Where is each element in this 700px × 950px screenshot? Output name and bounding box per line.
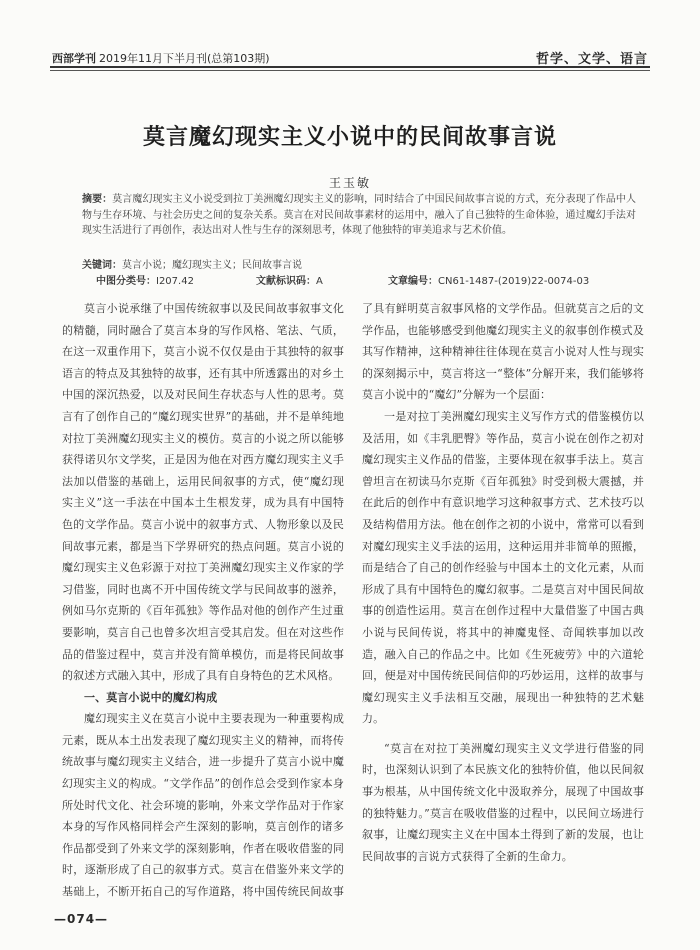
class-number-label: 中图分类号： <box>96 276 156 287</box>
body-column-right <box>362 298 644 867</box>
class-number <box>96 272 194 287</box>
section-heading: 一、莫言小说中的魔幻构成 <box>84 690 218 704</box>
doc-code <box>256 272 323 287</box>
abstract-text: 莫言魔幻现实主义小说受到拉丁美洲魔幻现实主义的影响，同时结合了中国民间故事言说的方式，充分表现了作品中人物与生存环境、与社会历史之间的复杂关系。莫言在对民间故事素材的运用中，融入了自己独特的生命体验，通过魔幻手法对现实生活进行了再创作，表达出对人性与生存的深刻思考，体现了他独特的审美追求与艺术价值。 <box>82 194 637 236</box>
doc-code-value: A <box>316 276 323 287</box>
abstract <box>82 192 636 239</box>
body-paragraph: 魔幻现实主义在莫言小说中主要表现为一种重要构成元素，既从本土出发表现了魔幻现实主义的精神，而将传统故事与魔幻现实主义结合，进一步提升了莫言小说中魔幻现实主义的构成。“文学作品”的创作总会受到作家本身所处时代文化、社会环境的影响，外来文学作品对于作家本身的写作风格同样会产生深刻的影响，莫言创作的诸多作品都受到了外来文学的深刻影响，作者在吸收借鉴的同时，逐渐形成了自己的叙事方式。莫言在借鉴外来文学的基础上，不断开拓自己的写作道路，将中国传统民间故事 <box>62 712 344 899</box>
running-header-left <box>52 50 270 66</box>
doc-code-label: 文献标识码： <box>256 276 316 287</box>
article-title: 莫言魔幻现实主义小说中的民间故事言说 <box>142 124 557 150</box>
header-rule <box>50 66 650 68</box>
article-number-value: CN61-1487-(2019)22-0074-03 <box>438 276 590 287</box>
abstract-label: 摘要： <box>82 194 113 205</box>
keywords-text: 莫言小说；魔幻现实主义；民间故事言说 <box>122 260 302 271</box>
page-number: —074— <box>54 912 109 926</box>
journal-name: 西部学刊 <box>52 52 96 65</box>
keywords <box>82 256 636 271</box>
body-paragraph: 莫言小说承继了中国传统叙事以及民间故事叙事文化的精髓，同时融合了莫言本身的写作风格、笔法、气质，在这一双重作用下，莫言小说不仅仅是由于其独特的叙事语言的特点及其独特的故事，还有其中所透露出的对乡土中国的深沉热爱，以及对民间生存状态与人性的思考。莫言有了创作自己的“魔幻现实世界”的基础，并不是单纯地对拉丁美洲魔幻现实主义的模仿。莫言的小说之所以能够获得诺贝尔文学奖，正是因为他在对西方魔幻现实主义手法加以借鉴的基础上，运用民间叙事的方式，使“魔幻现实主义”这一手法在中国本土生根发芽，成为具有中国特色的文学作品。莫言小说中的叙事方式、人物形象以及民间故事元素，都是当下学界研究的热点问题。莫言小说的魔幻现实主义色彩源于对拉丁美洲魔幻现实主义作家的学习借鉴，同时也离不开中国传统文学与民间故事的滋养，例如马尔克斯的《百年孤独》等作品对他的创作产生过重要影响，莫言自己也曾多次坦言受其启发。但在对这些作品的借鉴过程中，莫言并没有简单模仿，而是将民间故事的叙述方式融入其中，形成了具有自身特色的艺术风格。 <box>62 302 344 683</box>
class-number-value: I207.42 <box>156 276 194 287</box>
author-name: 王玉敏 <box>328 176 371 190</box>
body-paragraph: 了具有鲜明莫言叙事风格的文学作品。但就莫言之后的文学作品，也能够感受到他魔幻现实主义的叙事创作模式及其写作精神，这种精神往往体现在莫言小说对人性与现实的深刻揭示中，莫言将这一“整体”分解开来，我们能够将莫言小说中的“魔幻”分解为一个层面： <box>362 302 644 402</box>
body-paragraph: “莫言在对拉丁美洲魔幻现实主义文学进行借鉴的同时，也深刻认识到了本民族文化的独特价值，他以民间叙事为根基，从中国传统文化中汲取养分，展现了中国故事的独特魅力。”莫言在吸收借鉴的过程中，以民间立场进行叙事，让魔幻现实主义在中国本土得到了新的发展，也让民间故事的言说方式获得了全新的生命力。 <box>362 741 644 863</box>
article-number <box>388 272 589 287</box>
issue-info: 2019年11月下半月刊(总第103期) <box>99 52 270 65</box>
header-rule-thin <box>50 70 650 71</box>
body-column-left <box>62 298 344 900</box>
body-paragraph: 一是对拉丁美洲魔幻现实主义写作方式的借鉴模仿以及活用，如《丰乳肥臀》等作品，莫言小说在创作之初对魔幻现实主义作品的借鉴，主要体现在叙事手法上。莫言曾坦言在初读马尔克斯《百年孤独》时受到极大震撼，并在此后的创作中有意识地学习这种叙事方式、艺术技巧以及结构借用方法。他在创作之初的小说中，常常可以看到对魔幻现实主义手法的运用，这种运用并非简单的照搬，而是结合了自己的创作经验与中国本土的文化元素，从而形成了具有中国特色的魔幻叙事。二是莫言对中国民间故事的创造性运用。莫言在创作过程中大量借鉴了中国古典小说与民间传说，将其中的神魔鬼怪、奇闻轶事加以改造，融入自己的作品之中。比如《生死疲劳》中的六道轮回，便是对中国传统民间信仰的巧妙运用，这样的故事与魔幻现实主义手法相互交融，展现出一种独特的艺术魅力。 <box>362 409 644 726</box>
keywords-label: 关键词： <box>82 260 122 271</box>
article-number-label: 文章编号： <box>388 276 438 287</box>
section-label: 哲学、文学、语言 <box>535 52 648 67</box>
